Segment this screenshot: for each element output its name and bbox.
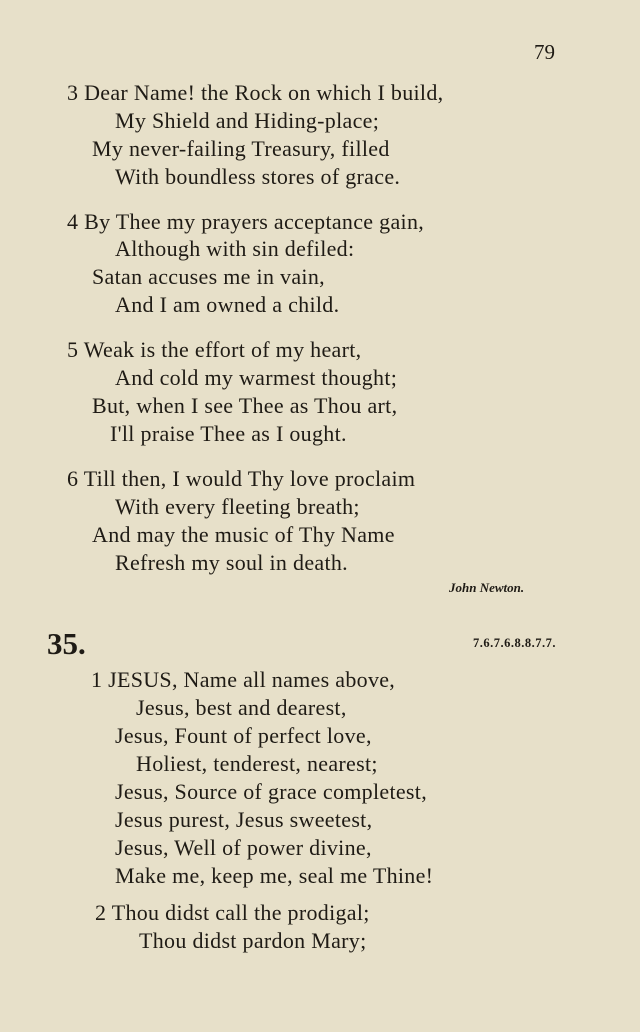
verse-line: My never-failing Treasury, filled bbox=[92, 136, 390, 161]
verse-line: And may the music of Thy Name bbox=[92, 522, 395, 547]
page-number: 79 bbox=[534, 40, 555, 64]
verse-line: 4 By Thee my prayers acceptance gain, bbox=[67, 209, 425, 234]
verse-line: Jesus, best and dearest, bbox=[136, 695, 347, 720]
verse-line: Jesus purest, Jesus sweetest, bbox=[115, 807, 373, 832]
verse-line: My Shield and Hiding-place; bbox=[115, 108, 380, 133]
verse-line: 2 Thou didst call the prodigal; bbox=[95, 900, 370, 925]
hymn-number: 35. bbox=[47, 626, 86, 661]
verse-line: 5 Weak is the effort of my heart, bbox=[67, 337, 362, 362]
verse-line: But, when I see Thee as Thou art, bbox=[92, 393, 398, 418]
verse-line: Thou didst pardon Mary; bbox=[139, 928, 367, 953]
verse-line: And I am owned a child. bbox=[115, 292, 340, 317]
verse-line: Make me, keep me, seal me Thine! bbox=[115, 863, 434, 888]
verse-line: With boundless stores of grace. bbox=[115, 164, 401, 189]
verse-line: Although with sin defiled: bbox=[115, 236, 355, 261]
verse-line: Satan accuses me in vain, bbox=[92, 264, 325, 289]
verse-line: 3 Dear Name! the Rock on which I build, bbox=[67, 80, 444, 105]
hymn-meter: 7.6.7.6.8.8.7.7. bbox=[473, 636, 556, 650]
verse-line: I'll praise Thee as I ought. bbox=[110, 421, 347, 446]
verse-line: Jesus, Fount of perfect love, bbox=[115, 723, 372, 748]
verse-line: Jesus, Well of power divine, bbox=[115, 835, 372, 860]
hymn-author: John Newton. bbox=[449, 580, 525, 595]
verse-line: And cold my warmest thought; bbox=[115, 365, 398, 390]
verse-line: 1 JESUS, Name all names above, bbox=[91, 667, 396, 692]
verse-line: With every fleeting breath; bbox=[115, 494, 360, 519]
verse-line: Refresh my soul in death. bbox=[115, 550, 348, 575]
verse-line: 6 Till then, I would Thy love proclaim bbox=[67, 466, 416, 491]
verse-line: Jesus, Source of grace completest, bbox=[115, 779, 427, 804]
verse-line: Holiest, tenderest, nearest; bbox=[136, 751, 378, 776]
